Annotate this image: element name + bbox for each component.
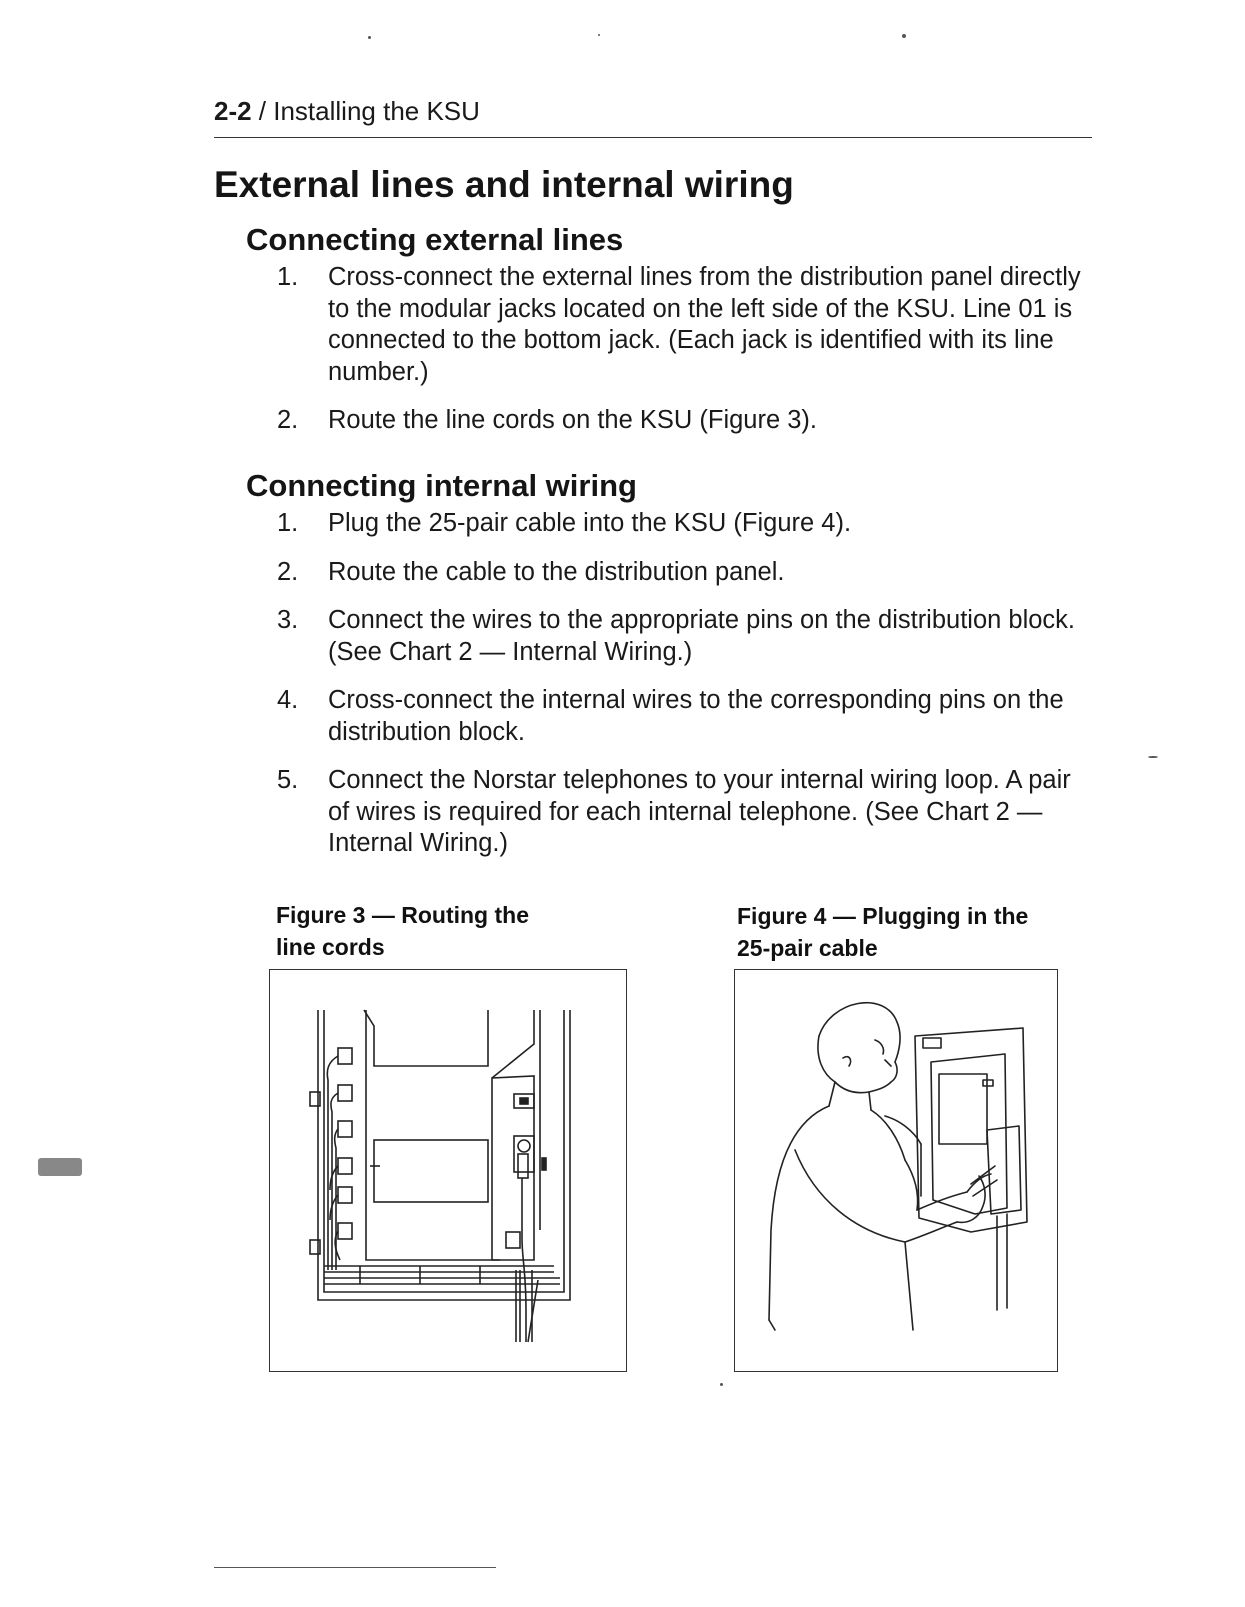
- figure-4-illustration: [734, 969, 1058, 1372]
- scan-speck: [720, 1383, 723, 1386]
- section-title-internal-wiring: Connecting internal wiring: [246, 468, 637, 503]
- scan-speck: [368, 36, 371, 39]
- step-number: 2.: [277, 406, 299, 434]
- list-item: [246, 262, 1096, 388]
- scan-speck: [38, 1158, 82, 1176]
- figure-3-caption: [276, 899, 606, 963]
- list-item: [246, 765, 1096, 860]
- figure-4-caption-line1: Figure 4 — Plugging in the: [737, 903, 1029, 929]
- section-title-external-lines: Connecting external lines: [246, 222, 624, 257]
- scan-speck: [902, 34, 906, 38]
- header-rule: [214, 137, 1092, 138]
- step-number: 1.: [277, 263, 299, 291]
- step-text: Route the line cords on the KSU (Figure 3).: [328, 406, 817, 434]
- figure-3-caption-line2: line cords: [276, 934, 385, 960]
- step-number: 3.: [277, 606, 299, 634]
- step-text: Route the cable to the distribution panel.: [328, 557, 785, 586]
- list-item: [246, 508, 1096, 540]
- figure-4-caption-line2: 25-pair cable: [737, 935, 878, 961]
- modular-jacks: [338, 1048, 352, 1239]
- person: [769, 1003, 997, 1330]
- step-text: Cross-connect the external lines from the distribution panel directly to the modular jacks located on the left side of the KSU. Line 01 is connected to the bottom jack. (Each jack is identified with its line number.): [328, 263, 1081, 386]
- figure-4-caption: [737, 900, 1077, 964]
- step-text: Cross-connect the internal wires to the corresponding pins on the distribution block.: [328, 686, 1064, 746]
- header-separator: /: [251, 96, 274, 126]
- external-lines-steps: [246, 262, 1096, 454]
- list-item: [246, 685, 1096, 748]
- page-title: External lines and internal wiring: [214, 164, 794, 205]
- footer-rule: [214, 1567, 496, 1568]
- scan-speck: [598, 34, 600, 36]
- step-number: 5.: [277, 766, 299, 794]
- step-text: Connect the Norstar telephones to your internal wiring loop. A pair of wires is required for each internal telephone. (See Chart 2 — Internal Wiring.): [328, 766, 1071, 857]
- figure-3-illustration: [269, 969, 627, 1372]
- list-item: [246, 605, 1096, 668]
- list-item: [246, 405, 1096, 437]
- step-number: 1.: [277, 509, 299, 537]
- step-number: 4.: [277, 686, 299, 714]
- running-header: [214, 96, 480, 127]
- internal-wiring-steps: [246, 508, 1096, 877]
- list-item: [246, 557, 1096, 589]
- header-page-number: 2-2: [214, 96, 252, 126]
- figure-3-caption-line1: Figure 3 — Routing the: [276, 902, 529, 928]
- person-plugging-cable-drawing: [735, 970, 1057, 1371]
- ksu-unit: [915, 1028, 1027, 1310]
- header-chapter: Installing the KSU: [273, 96, 480, 126]
- scan-speck: [1148, 756, 1158, 758]
- ksu-line-cord-routing-drawing: [270, 970, 626, 1371]
- step-text: Plug the 25-pair cable into the KSU (Figure 4).: [328, 509, 852, 537]
- step-text: Connect the wires to the appropriate pins on the distribution block. (See Chart 2 — Internal Wiring.): [328, 606, 1076, 666]
- step-number: 2.: [277, 557, 299, 586]
